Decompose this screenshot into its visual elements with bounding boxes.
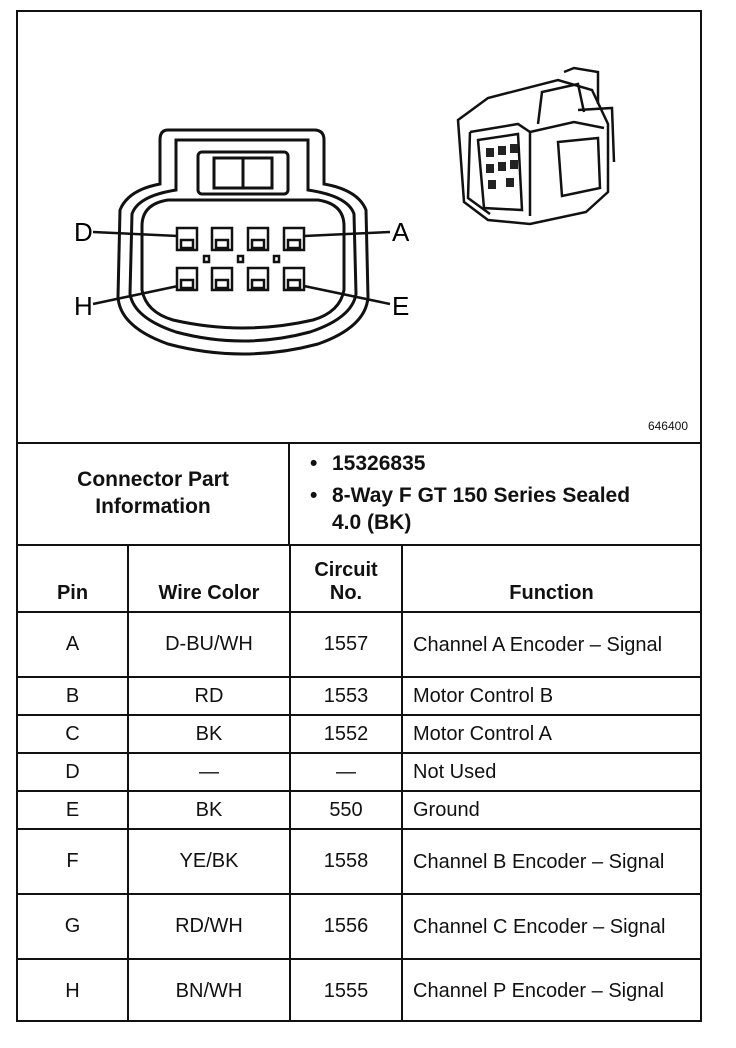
- header-wire-color: Wire Color: [128, 544, 290, 612]
- wire-color-cell: BK: [128, 715, 290, 753]
- pin-cell: A: [18, 612, 128, 677]
- table-row: [18, 677, 700, 715]
- table-row: [18, 791, 700, 829]
- pin-cavities: [177, 228, 304, 290]
- isometric-pin-cavities: [486, 144, 518, 189]
- pin-cell: D: [18, 753, 128, 791]
- function-cell: Channel B Encoder – Signal: [402, 829, 700, 894]
- table-row: [18, 894, 700, 959]
- connector-isometric-view: [458, 68, 614, 224]
- connector-info-title: Connector Part Information: [77, 468, 229, 518]
- part-number: [310, 450, 700, 477]
- part-number-text: 15326835: [332, 452, 426, 475]
- wire-color-cell: YE/BK: [128, 829, 290, 894]
- pin-table: [18, 544, 700, 1022]
- connector-series: [310, 482, 632, 536]
- wire-color-cell: —: [128, 753, 290, 791]
- table-row: [18, 959, 700, 1022]
- connector-series-text: 8-Way F GT 150 Series Sealed 4.0 (BK): [332, 484, 631, 534]
- pin-cell: H: [18, 959, 128, 1022]
- pin-label-h: H: [74, 291, 93, 321]
- table-row: [18, 829, 700, 894]
- header-circuit-no: Circuit No.: [290, 544, 402, 612]
- header-function: Function: [402, 544, 700, 612]
- pin-cell: G: [18, 894, 128, 959]
- bullet-icon: •: [310, 484, 318, 507]
- circuit-cell: 1556: [290, 894, 402, 959]
- circuit-cell: 550: [290, 791, 402, 829]
- pin-cell: F: [18, 829, 128, 894]
- pin-cell: C: [18, 715, 128, 753]
- function-cell: Motor Control B: [402, 677, 700, 715]
- table-row: [18, 612, 700, 677]
- figure-id: 646400: [647, 419, 688, 433]
- pin-label-d: D: [74, 217, 93, 247]
- pin-table-header-row: [18, 544, 700, 612]
- connector-sheet: [16, 10, 702, 1022]
- wire-color-cell: BK: [128, 791, 290, 829]
- connector-drawing: [18, 12, 700, 444]
- wire-color-cell: RD/WH: [128, 894, 290, 959]
- function-cell: Channel P Encoder – Signal: [402, 959, 700, 1022]
- function-cell: Motor Control A: [402, 715, 700, 753]
- pin-label-a: A: [392, 217, 410, 247]
- circuit-cell: 1558: [290, 829, 402, 894]
- circuit-cell: 1552: [290, 715, 402, 753]
- connector-part-info: [18, 442, 700, 546]
- function-cell: Channel C Encoder – Signal: [402, 894, 700, 959]
- wire-color-cell: D-BU/WH: [128, 612, 290, 677]
- function-cell: Channel A Encoder – Signal: [402, 612, 700, 677]
- circuit-cell: 1553: [290, 677, 402, 715]
- header-pin: Pin: [18, 544, 128, 612]
- circuit-cell: 1557: [290, 612, 402, 677]
- wire-color-cell: RD: [128, 677, 290, 715]
- table-row: [18, 753, 700, 791]
- circuit-cell: 1555: [290, 959, 402, 1022]
- connector-shell: [118, 130, 368, 354]
- connector-face-view: [18, 12, 700, 442]
- pin-cell: E: [18, 791, 128, 829]
- connector-info-label-cell: [18, 442, 290, 544]
- function-cell: Not Used: [402, 753, 700, 791]
- pin-cell: B: [18, 677, 128, 715]
- pin-label-e: E: [392, 291, 410, 321]
- connector-info-values-cell: [290, 442, 700, 544]
- circuit-cell: —: [290, 753, 402, 791]
- bullet-icon: •: [310, 452, 318, 475]
- wire-color-cell: BN/WH: [128, 959, 290, 1022]
- function-cell: Ground: [402, 791, 700, 829]
- table-row: [18, 715, 700, 753]
